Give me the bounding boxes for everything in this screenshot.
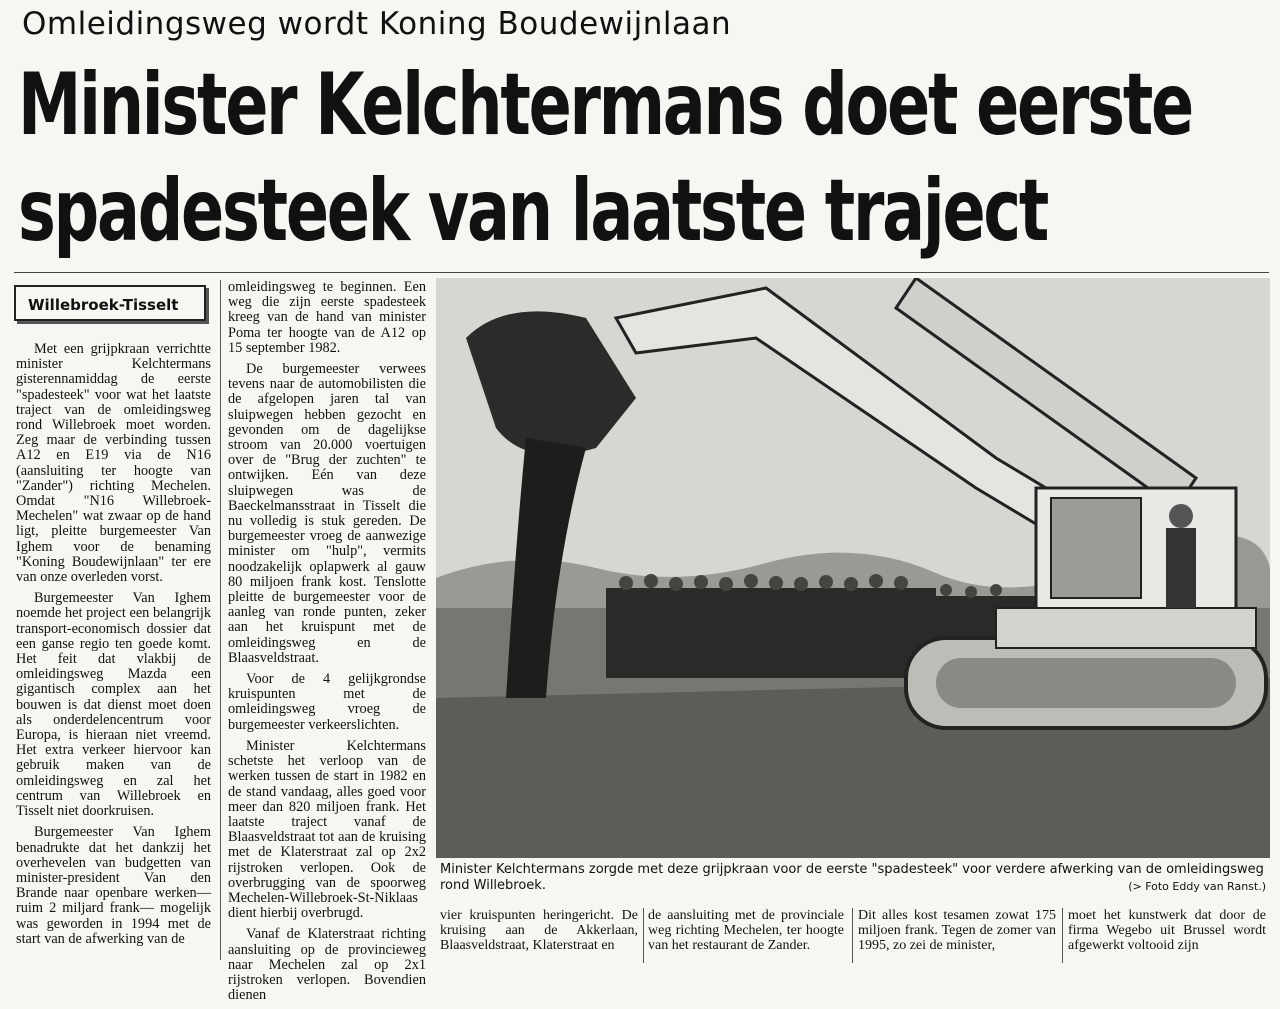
bottom-column-3: Dit alles kost tesamen zowat 175 miljoen frank. Tegen de zomer van 1995, zo zei de minister, [858, 908, 1056, 953]
headline-rule [14, 272, 1269, 273]
column-divider [220, 280, 221, 960]
photo-credit: (> Foto Eddy van Ranst.) [1128, 880, 1266, 893]
paragraph: Burgemeester Van Ighem benadrukte dat het dankzij het overhevelen van budgetten van minister-president Van den Brande naar openbare werken— ruim 2 miljard frank— mogelijk was geworden in 1994 met de start van de afwerking van de [16, 824, 211, 947]
kicker: Omleidingsweg wordt Koning Boudewijnlaan [22, 6, 732, 42]
location-box: Willebroek-Tisselt [14, 285, 206, 321]
column-divider [1062, 908, 1063, 963]
column-divider [852, 908, 853, 963]
column-1 [16, 342, 211, 953]
paragraph: Voor de 4 gelijkgrondse kruispunten met de omleidingsweg vroeg de burgemeester verkeerslichten. [228, 671, 426, 733]
photo-caption: Minister Kelchtermans zorgde met deze grijpkraan voor de eerste "spadesteek" voor verdere afwerking van de omleidingsweg rond Willebroek. [440, 862, 1264, 893]
column-2 [228, 280, 426, 1009]
paragraph: De burgemeester verwees tevens naar de automobilisten die de afgelopen jaren tal van sluipwegen hebben gezocht en gevonden om de dagelijkse stroom van 20.000 voertuigen over de "Brug der zuchten" te ontwijken. Eén van deze sluipwegen was de Baeckelmansstraat in Tisselt die nu volledig is stuk gereden. De burgemeester vroeg de aanwezige minister om "hulp", vermits noodzakelijk oplapwerk al gauw 80 miljoen frank kost. Tenslotte pleitte de burgemeester voor de aanleg van ronde punten, zeker aan het kruispunt met de omleidingsweg en de Blaasveldstraat. [228, 361, 426, 666]
paragraph: Met een grijpkraan verrichtte minister Kelchtermans gisterennamiddag de eerste "spadesteek" voor wat het laatste traject van de omleidingsweg rond Willebroek moet worden. Zeg maar de verbinding tussen A12 en E19 via de N16 (aansluiting ter hoogte van "Zander") richting Mechelen. Omdat "N16 Willebroek-Mechelen" wat zwaar op de hand ligt, pleitte burgemeester Van Ighem voor de benaming "Koning Boudewijnlaan" ter ere van onze overleden vorst. [16, 341, 211, 586]
bottom-column-2: de aansluiting met de provinciale weg richting Mechelen, ter hoogte van het restaurant de Zander. [648, 908, 844, 953]
headline-line-1: Minister Kelchtermans doet eerste [18, 55, 1192, 155]
headline-line-2: spadesteek van laatste traject [18, 161, 1048, 261]
headline [18, 52, 1239, 264]
news-photo [436, 278, 1270, 858]
paragraph: Burgemeester Van Ighem noemde het project een belangrijk transport-economisch dossier dat een ganse regio ten goede komt. Het feit dat vlakbij de omleidingsweg Mazda een gigantisch complex aan het bouwen is dat dienst moet doen als onderdelencentrum voor Europa, is hieraan niet vreemd. Het extra verkeer hiervoor kan gebruik maken van de omleidingsweg en zal het centrum van Willebroek en Tisselt niet doorkruisen. [16, 590, 211, 820]
paragraph: Vanaf de Klaterstraat richting aansluiting op de provincieweg naar Mechelen zal op 2x1 rijstroken verlopen. Bovendien dienen [228, 926, 426, 1004]
column-divider [643, 908, 644, 963]
bottom-column-1: vier kruispunten heringericht. De kruising aan de Akkerlaan, Blaasveldstraat, Klaterstraat en [440, 908, 638, 953]
bottom-column-4: moet het kunstwerk dat door de firma Wegebo uit Brussel wordt afgewerkt voltooid zijn [1068, 908, 1266, 953]
paragraph: Minister Kelchtermans schetste het verloop van de werken tussen de start in 1982 en de stand vandaag, alles goed voor meer dan 820 miljoen frank. Het laatste traject vanaf de Blaasveldstraat tot aan de kruising met de Klaterstraat zal op 2x2 rijstroken verlopen. Ook de overbrugging van de spoorweg Mechelen-Willebroek-St-Niklaas dient hierbij overbrugd. [228, 737, 426, 922]
paragraph: omleidingsweg te beginnen. Een weg die zijn eerste spadesteek kreeg van de hand van minister Poma ter hoogte van de A12 op 15 september 1982. [228, 279, 426, 356]
